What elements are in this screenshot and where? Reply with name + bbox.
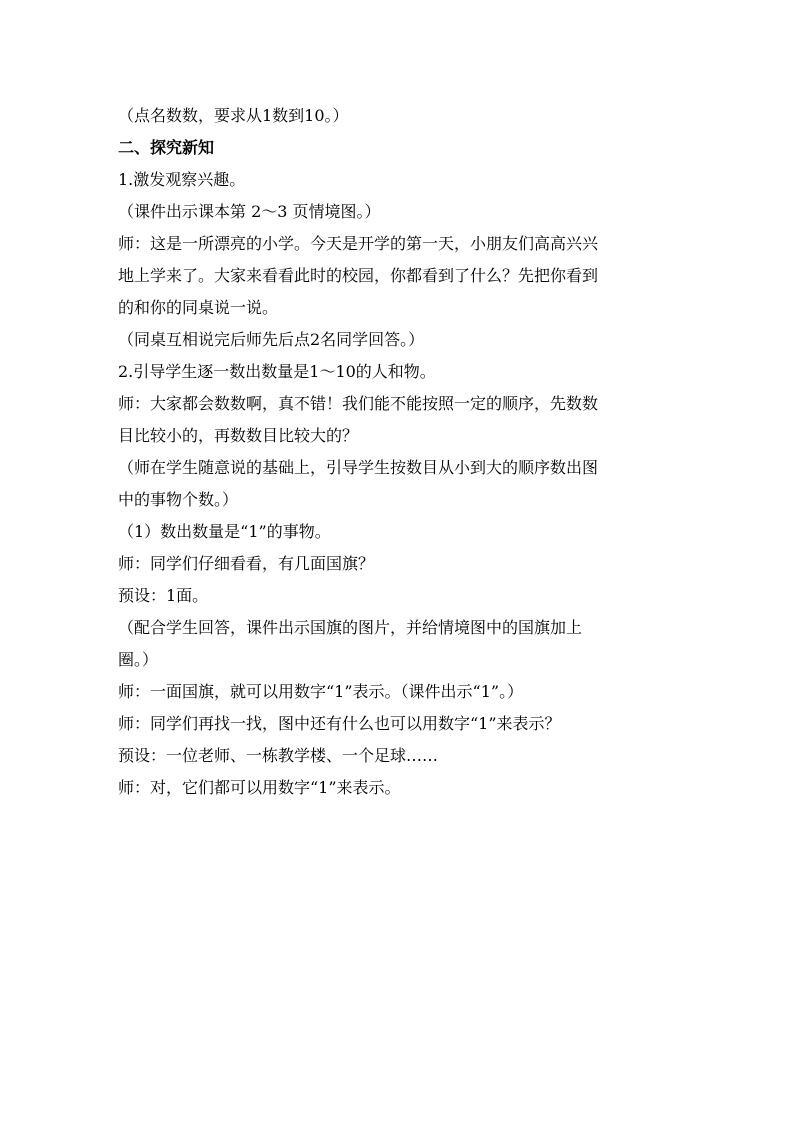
paragraph-expected-answer-items: 预设：一位老师、一栋教学楼、一个足球…… xyxy=(118,746,439,765)
paragraph-teacher-find-more: 师：同学们再找一找，图中还有什么也可以用数字“1”来表示？ xyxy=(118,714,561,733)
paragraph-teacher-order-1: 师：大家都会数数啊，真不错！我们能不能按照一定的顺序，先数数 xyxy=(118,394,599,413)
paragraph-courseware-flag-1: （配合学生回答，课件出示国旗的图片，并给情境图中的国旗加上 xyxy=(118,618,583,637)
paragraph-expected-answer-flag: 预设：1面。 xyxy=(118,586,209,605)
paragraph-deskmate-discussion: （同桌互相说完后师先后点2名同学回答。） xyxy=(118,330,425,349)
paragraph-teacher-intro-1: 师：这是一所漂亮的小学。今天是开学的第一天，小朋友们高高兴兴 xyxy=(118,234,599,253)
paragraph-teacher-flags-question: 师：同学们仔细看看，有几面国旗？ xyxy=(118,554,375,573)
paragraph-count-instruction: （点名数数，要求从1数到10。） xyxy=(118,106,349,125)
paragraph-teacher-order-2: 目比较小的，再数数目比较大的？ xyxy=(118,426,359,445)
paragraph-courseware-flag-2: 圈。） xyxy=(118,650,159,669)
step-heading-counting: 2.引导学生逐一数出数量是1～10的人和物。 xyxy=(118,362,436,381)
paragraph-courseware-scene: （课件出示课本第 2～3 页情境图。） xyxy=(118,202,381,221)
step-heading-observe: 1.激发观察兴趣。 xyxy=(118,170,246,189)
paragraph-teacher-intro-3: 的和你的同桌说一说。 xyxy=(118,298,279,317)
subheading-count-one: （1）数出数量是“1”的事物。 xyxy=(118,522,331,541)
paragraph-teacher-intro-2: 地上学来了。大家来看看此时的校园，你都看到了什么？先把你看到 xyxy=(118,266,599,285)
paragraph-guide-students-1: （师在学生随意说的基础上，引导学生按数目从小到大的顺序数出图 xyxy=(118,458,599,477)
paragraph-teacher-number-one: 师：一面国旗，就可以用数字“1”表示。（课件出示“1”。） xyxy=(118,682,524,701)
section-heading-explore: 二、探究新知 xyxy=(118,138,215,157)
paragraph-guide-students-2: 中的事物个数。） xyxy=(118,490,239,509)
document-body xyxy=(118,100,680,804)
paragraph-teacher-confirm: 师：对，它们都可以用数字“1”来表示。 xyxy=(118,778,401,797)
